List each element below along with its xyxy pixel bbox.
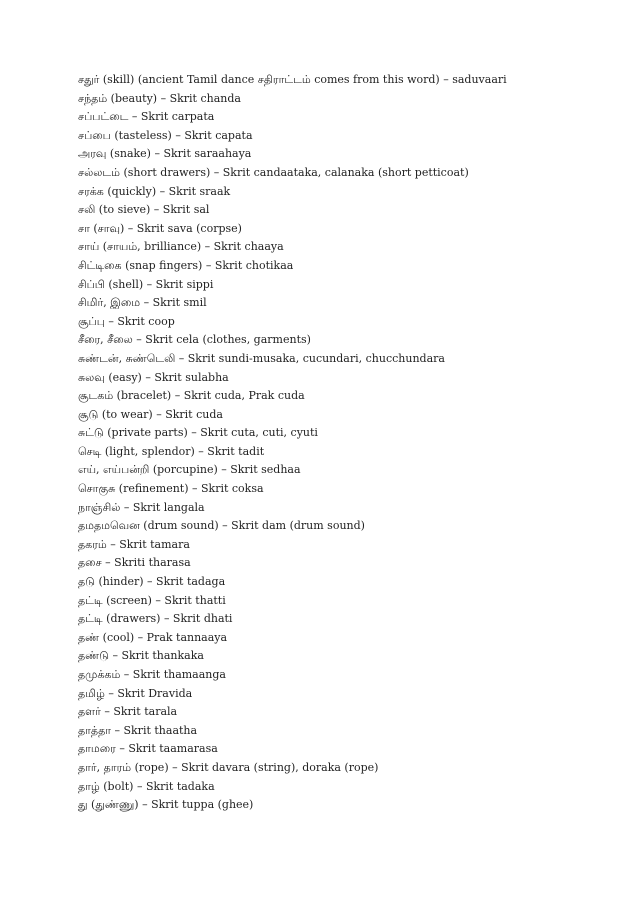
text-line: சாய் (சாயம், brilliance) – Skrit chaaya (78, 240, 284, 254)
text-line: சிப்பி (shell) – Skrit sippi (78, 277, 214, 291)
text-line: சப்பை (tasteless) – Skrit capata (78, 128, 253, 142)
text-line: சூடு (to wear) – Skrit cuda (78, 407, 223, 421)
text-line: தண்டு – Skrit thankaka (78, 649, 204, 663)
text-line: தாழ் (bolt) – Skrit tadaka (78, 779, 215, 793)
text-line: சப்பட்டை – Skrit carpata (78, 110, 215, 124)
text-line: சொகுசு (refinement) – Skrit coksa (78, 482, 264, 496)
text-line: தமிழ் – Skrit Dravida (78, 686, 193, 700)
text-line: சல்லடம் (short drawers) – Skrit candaataka, calanaka (short petticoat) (78, 165, 469, 179)
text-line: தாத்தா – Skrit thaatha (78, 723, 198, 737)
text-line: சூடகம் (bracelet) – Skrit cuda, Prak cuda (78, 389, 305, 403)
text-line: சரக்க (quickly) – Skrit sraak (78, 184, 231, 198)
text-line: சதுர் (skill) (ancient Tamil dance சதிராட்டம் comes from this word) – saduvaari (78, 73, 507, 86)
text-line: சலி (to sieve) – Skrit sal (78, 203, 210, 217)
text-line: தடு (hinder) – Skrit tadaga (78, 575, 226, 589)
text-line: அரவு (snake) – Skrit saraahaya (78, 147, 252, 161)
text-line: சுலவு (easy) – Skrit sulabha (78, 370, 229, 384)
text-line: தளர் – Skrit tarala (78, 705, 178, 719)
text-line: சுண்டன், சுண்டெலி – Skrit sundi-musaka, cucundari, chucchundara (78, 351, 445, 365)
text-line: எய், எய்பன்றி (porcupine) – Skrit sedhaa (78, 463, 301, 477)
text-line: தட்டி (drawers) – Skrit dhati (78, 612, 233, 626)
text-line: தமுக்கம் – Skrit thamaanga (78, 668, 226, 681)
text-line: சூப்பு – Skrit coop (78, 314, 175, 328)
text-line: தட்டி (screen) – Skrit thatti (78, 593, 226, 607)
text-line: தண் (cool) – Prak tannaaya (78, 630, 228, 644)
text-line: சுட்டு (private parts) – Skrit cuta, cuti, cyuti (78, 426, 318, 440)
text-line: சந்தம் (beauty) – Skrit chanda (78, 91, 241, 105)
text-line: தமதமவென (drum sound) – Skrit dam (drum sound) (78, 519, 365, 533)
text-line: சா (சாவு) – Skrit sava (corpse) (78, 221, 242, 235)
text-line: தகரம் – Skrit tamara (78, 537, 190, 551)
text-line: தார், தாரம் (rope) – Skrit davara (string), doraka (rope) (78, 760, 379, 774)
text-line: நாஞ்சில் – Skrit langala (78, 500, 205, 514)
text-line: சிமிர், இமை – Skrit smil (78, 296, 207, 310)
text-line: செடி (light, splendor) – Skrit tadit (78, 444, 265, 458)
word-list (78, 71, 598, 815)
text-line: சீரை, சீலை – Skrit cela (clothes, garments) (78, 333, 311, 347)
text-line: தசை – Skriti tharasa (78, 556, 191, 570)
text-line: சிட்டிகை (snap fingers) – Skrit chotikaa (78, 258, 294, 272)
text-line: தாமரை – Skrit taamarasa (78, 742, 218, 756)
text-line: து (துண்ணு) – Skrit tuppa (ghee) (78, 798, 254, 812)
